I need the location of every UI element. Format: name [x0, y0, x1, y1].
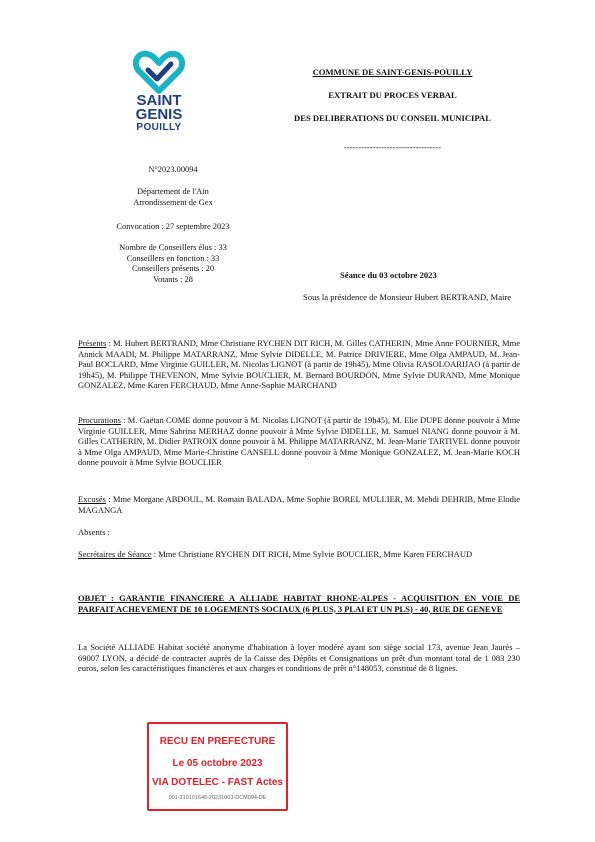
body-paragraph: La Société ALLIADE Habitat société anonyme d'habitation à loyer modéré ayant son siège social 173, avenue Jean Jaurès – 69007 LYON, a décidé de contracter auprès de la Caisse des Dépôts et Consignations un prêt d'un montant total de 1 083 230 euros, selon les caractéristiques financières et aux charges et conditions de prêt n°148053, constitué de 8 lignes.: [78, 642, 520, 674]
secretaires-label: Secrétaires de Séance: [78, 549, 152, 559]
procurations-text: : M. Gaëtan COME donne pouvoir à M. Nicolas LIGNOT (à partir de 19h45), M. Elie DUPE donne pouvoir à Mme Virginie GUILLER, Mme Sabrina MERHAZ donne pouvoir à Mme Sylvie DIDELLE, M. Samuel NIANG donne pouvoir à M. Gilles CATHERIN, M. Didier PATROIX donne pouvoir à M. Philippe MATARRANZ, M. Jean-Marie TARTIVEL donne pouvoir à Mme Olga AMPAUD, Mme Marie-Christine CANSELL donne pouvoir à Mme Monique GONZALEZ, M. Jean-Marie KOCH donne pouvoir à Mme Sylvie BOUCLIER: [78, 415, 520, 468]
excuses-label: Excusés: [78, 494, 106, 504]
presents-label: Présents: [78, 338, 107, 348]
department: Département de l'Ain: [137, 187, 209, 196]
count-votants: Votants : 28: [153, 274, 193, 284]
arrondissement: Arrondissement de Gex: [133, 197, 213, 207]
stamp-line-2: Le 05 octobre 2023: [172, 758, 263, 769]
presents-text: : M. Hubert BERTRAND, Mme Christiane RYCHEN DIT RICH, M. Gilles CATHERIN, Mme Anne FOURNIER, Mme Annick MAADI, M. Philippe MATARRANZ, Mme Sylvie DIDELLE, M. Patrice DRIVIERE, Mme Olga AMPAUD, M. Jean-Paul BOCLARD, Mme Virginie GUILLER, M. Nicolas LIGNOT (à partir de 19h45), Mme Olivia RASOLOARIJAO (à partir de 19h45), M. Philippe THEVENON, Mme Sylvie BOUCLIER, M. Bernard BOURDON, Mme Sylvie DURAND, Mme Monique GONZALEZ, Mme Karen FERCHAUD, Mme Anne-Sophie MARCHAND: [78, 338, 520, 391]
stamp-line-4: 001-210101648-20231003-DCM094-DE: [168, 795, 267, 801]
presidence-line: Sous la présidence de Monsieur Hubert BERTRAND, Maire: [303, 292, 512, 302]
saint-genis-pouilly-logo: [120, 50, 198, 132]
header-separator: ----------------------------------: [343, 142, 442, 152]
excuses-text: : Mme Morgane ABDOUL, M. Romain BALADA, Mme Sophie BOREL MULLIER, M. Mehdi DEHRIB, Mme Elodie MAGANGA: [78, 494, 520, 515]
count-elus: Nombre de Conseillers élus : 33: [119, 243, 227, 252]
heart-check-logo-icon: [133, 50, 185, 94]
deliberations-title: DES DELIBERATIONS DU CONSEIL MUNICIPAL: [294, 113, 491, 123]
secretaires-paragraph: [78, 549, 520, 560]
logo-line-2: GENIS: [135, 106, 183, 124]
excuses-paragraph: [78, 494, 520, 515]
presents-paragraph: [78, 338, 520, 391]
absents-paragraph: [78, 527, 520, 538]
logo-line-1: SAINT: [136, 92, 182, 109]
objet-heading: OBJET : GARANTIE FINANCIERE A ALLIADE HABITAT RHONE-ALPES - ACQUISITION EN VOIE DE PARFAIT ACHEVEMENT DE 10 LOGEMENTS SOCIAUX (6 PLUS, 3 PLAI ET UN PLS) - 40, RUE DE GENEVE: [78, 593, 520, 614]
seance-date: Séance du 03 octobre 2023: [340, 270, 437, 280]
prefecture-stamp: [147, 722, 288, 811]
extrait-title: EXTRAIT DU PROCES VERBAL: [328, 90, 457, 100]
absents-text: :: [105, 527, 110, 537]
convocation-date: Convocation : 27 septembre 2023: [116, 222, 230, 231]
procurations-label: Procurations: [78, 415, 121, 425]
procurations-paragraph: [78, 415, 520, 468]
council-counts: [78, 243, 268, 285]
deliberation-number: N°2023.00094: [148, 165, 198, 174]
stamp-line-1: RECU EN PREFECTURE: [159, 736, 276, 747]
count-en-fonction: Conseillers en fonction : 33: [126, 253, 220, 263]
secretaires-text: : Mme Christiane RYCHEN DIT RICH, Mme Sylvie BOUCLIER, Mme Karen FERCHAUD: [151, 549, 473, 559]
commune-title: COMMUNE DE SAINT-GENIS-POUILLY: [312, 67, 473, 77]
stamp-line-3: VIA DOTELEC - FAST Actes: [152, 777, 283, 788]
absents-label: Absents: [78, 527, 106, 537]
department-block: [78, 187, 268, 208]
count-presents: Conseillers présents : 20: [131, 264, 215, 273]
logo-line-3: POUILLY: [136, 121, 182, 133]
